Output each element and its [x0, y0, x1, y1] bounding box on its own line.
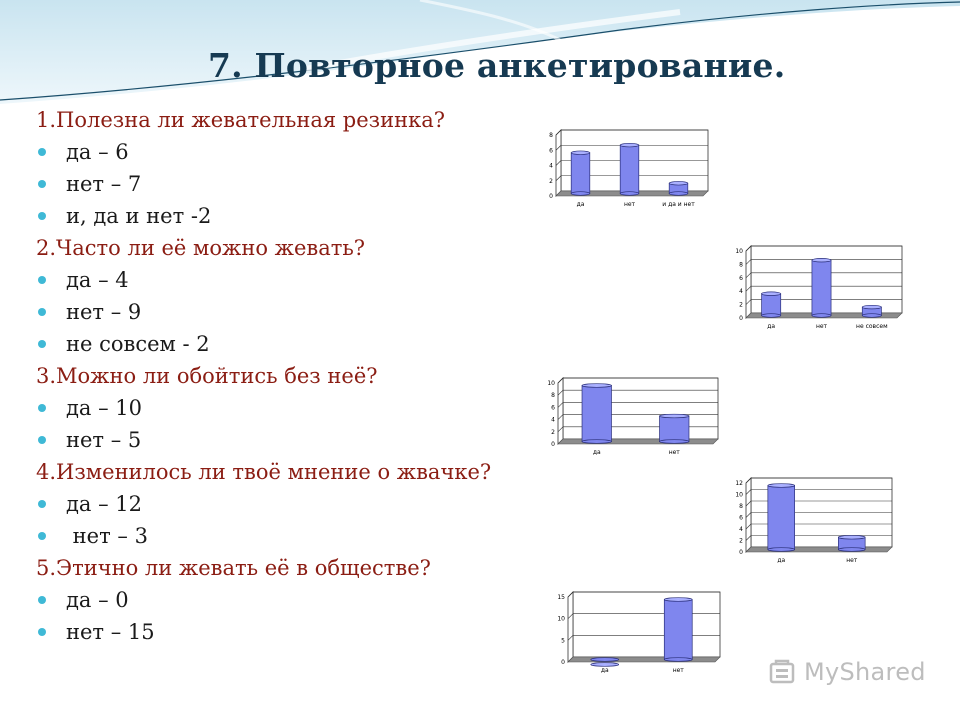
bar [669, 181, 688, 195]
y-tick-label: 8 [551, 392, 555, 400]
y-tick-label: 6 [739, 514, 743, 522]
bar-chart-q5 [552, 586, 724, 682]
question-1: 1.Полезна ли жевательная резинка? [36, 108, 445, 132]
y-tick-label: 2 [739, 537, 743, 545]
bar [838, 535, 865, 551]
bullet-icon [38, 596, 46, 604]
x-tick-label: нет [846, 557, 858, 564]
y-tick-label: 10 [735, 491, 743, 499]
question-4: 4.Изменилось ли твоё мнение о жвачке? [36, 460, 492, 484]
answer-item: нет – 3 [36, 520, 536, 552]
bullet-icon [38, 148, 46, 156]
y-tick-label: 4 [551, 416, 555, 424]
x-tick-label: да [767, 323, 776, 330]
x-tick-label: нет [623, 201, 636, 208]
y-tick-label: 0 [739, 549, 743, 556]
bar [582, 384, 611, 444]
bar [812, 258, 831, 317]
answer-item: да – 10 [36, 392, 536, 424]
watermark [768, 656, 948, 696]
y-tick-label: 5 [561, 637, 565, 645]
bullet-icon [38, 532, 46, 540]
x-tick-label: да [600, 667, 609, 674]
slide-title: 7. Повторное анкетирование. [208, 46, 786, 85]
answer-item: нет – 15 [36, 616, 536, 648]
x-tick-label: да [777, 557, 786, 564]
y-tick-label: 0 [739, 315, 743, 322]
y-tick-label: 10 [547, 380, 555, 387]
y-tick-label: 10 [735, 248, 743, 255]
bar [768, 484, 795, 552]
y-tick-label: 8 [739, 261, 743, 269]
bullet-icon [38, 308, 46, 316]
side-wall [558, 378, 563, 444]
y-tick-label: 6 [739, 274, 743, 282]
x-tick-label: нет [668, 449, 680, 456]
bar [571, 151, 590, 195]
y-tick-label: 4 [739, 288, 743, 296]
bullet-icon [38, 404, 46, 412]
y-tick-label: 8 [549, 132, 553, 139]
answer-item: да – 12 [36, 488, 536, 520]
answer-item: нет – 9 [36, 296, 536, 328]
mortarboard-icon [768, 658, 798, 688]
y-tick-label: 12 [735, 480, 743, 487]
y-tick-label: 2 [549, 177, 553, 185]
answer-item: да – 6 [36, 136, 536, 168]
bullet-icon [38, 180, 46, 188]
side-wall [568, 592, 573, 662]
y-tick-label: 2 [739, 301, 743, 309]
bullet-icon [38, 212, 46, 220]
y-tick-label: 0 [551, 441, 555, 448]
x-tick-label: да [576, 201, 585, 208]
x-tick-label: нет [672, 667, 684, 674]
side-wall [746, 246, 751, 318]
x-tick-label: не совсем [856, 323, 888, 330]
x-tick-label: да [592, 449, 601, 456]
bullet-icon [38, 500, 46, 508]
y-tick-label: 6 [551, 404, 555, 412]
x-tick-label: нет [815, 323, 828, 330]
question-5: 5.Этично ли жевать её в обществе? [36, 556, 431, 580]
answer-item: не совсем - 2 [36, 328, 536, 360]
y-tick-label: 15 [557, 594, 565, 601]
answer-item: нет – 7 [36, 168, 536, 200]
bullet-icon [38, 628, 46, 636]
y-tick-label: 4 [739, 526, 743, 533]
y-tick-label: 0 [549, 193, 553, 200]
x-tick-label: и да и нет [662, 201, 695, 208]
watermark-text: MyShared [804, 658, 926, 686]
bullet-icon [38, 436, 46, 444]
y-tick-label: 8 [739, 503, 743, 510]
y-tick-label: 4 [549, 162, 553, 170]
bullet-icon [38, 340, 46, 348]
y-tick-label: 0 [561, 659, 565, 666]
bar-chart-q3 [542, 372, 722, 464]
y-tick-label: 6 [549, 147, 553, 155]
answer-item: да – 4 [36, 264, 536, 296]
answer-item: нет – 5 [36, 424, 536, 456]
bar [762, 292, 781, 317]
bar-chart-q1 [540, 124, 712, 216]
bar-chart-q4 [730, 472, 896, 572]
bar [664, 598, 692, 662]
bar [660, 414, 689, 443]
questions-list [36, 104, 536, 648]
bar [862, 305, 881, 317]
bar [620, 143, 639, 195]
bar-chart-q2 [730, 240, 906, 338]
plot-area [573, 592, 720, 657]
answer-item: да – 0 [36, 584, 536, 616]
answer-item: и, да и нет -2 [36, 200, 536, 232]
question-2: 2.Часто ли её можно жевать? [36, 236, 366, 260]
y-tick-label: 10 [557, 615, 565, 623]
bullet-icon [38, 276, 46, 284]
question-3: 3.Можно ли обойтись без неё? [36, 364, 378, 388]
y-tick-label: 2 [551, 428, 555, 436]
